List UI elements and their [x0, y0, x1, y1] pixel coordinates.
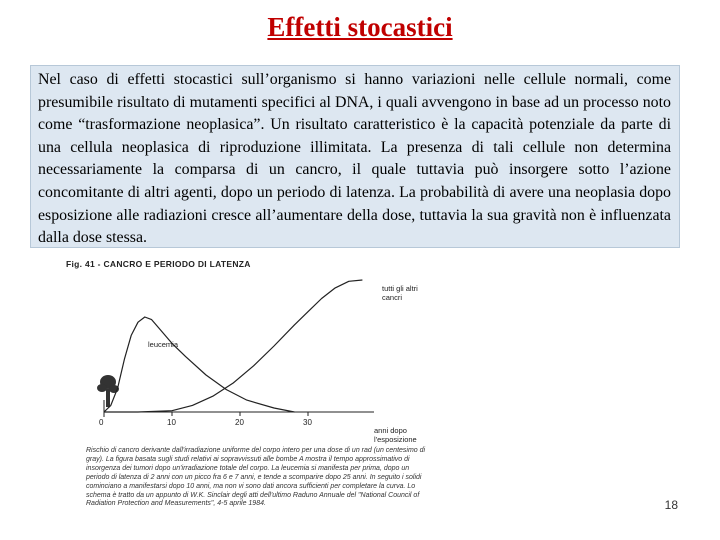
x-tick-label: 20 [235, 418, 244, 427]
x-tick-label: 0 [99, 418, 104, 427]
body-text-box [30, 65, 680, 248]
page-number: 18 [664, 498, 678, 512]
figure-caption: Rischio di cancro derivante dall'irradiazione uniforme del corpo intero per una dose di un rad (un centesimo di gray). La figura basata sugli studi relativi ai sopravvissuti alle bombe A mostra il tempo approssimativo di insorgenza dei tumori dopo un'irradiazione totale del corpo. La leucemia si manifesta per prima, dopo un periodo di latenza di 2 anni con un picco fra 6 e 7 anni, e tende a scomparire dopo 25 anni. In seguito i solidi cominciano a manifestarsi dopo 10 anni, ma non vi sono dati ancora sufficienti per completare la curva. Lo schema è tratto da un appunto di W.K. Sinclair degli atti dell'ultimo Raduno Annuale del "National Council of Radiation Protection and Measurements", 4-5 aprile 1984. [86, 447, 426, 508]
exposure-cloud-icon [97, 375, 119, 407]
x-tick-label: 10 [167, 418, 176, 427]
x-tick-label: 30 [303, 418, 312, 427]
series-line-0 [104, 317, 294, 412]
latency-figure [56, 252, 443, 520]
series-label-altri-cancri: tutti gli altri cancri [382, 284, 418, 302]
body-paragraph: Nel caso di effetti stocastici sull’organismo si hanno variazioni nelle cellule normali, come presumibile risultato di mutamenti specifici al DNA, i quali avvengono in base ad un processo noto come “trasformazione neoplasica”. Un risultato caratteristico è la capacità potenziale da parte di una cellula neoplasica di riproduzione illimitata. La presenza di tali cellule non determina necessariamente la comparsa di un cancro, il quale tuttavia può insorgere sotto l’azione concomitante di altri agenti, dopo un periodo di latenza. La probabilità di avere una neoplasia dopo esposizione alle radiazioni cresce all’aumentare della dose, tuttavia la sua gravità non è influenzata dalla dose stessa. [38, 71, 671, 247]
slide-title: Effetti stocastici [267, 12, 453, 42]
series-label-leucemia: leucemia [148, 340, 179, 349]
figure-title: Fig. 41 - CANCRO E PERIODO DI LATENZA [66, 259, 251, 269]
latency-chart [56, 252, 443, 447]
x-axis-label: anni dopo l'esposizione [374, 426, 417, 444]
series-line-1 [104, 280, 362, 412]
